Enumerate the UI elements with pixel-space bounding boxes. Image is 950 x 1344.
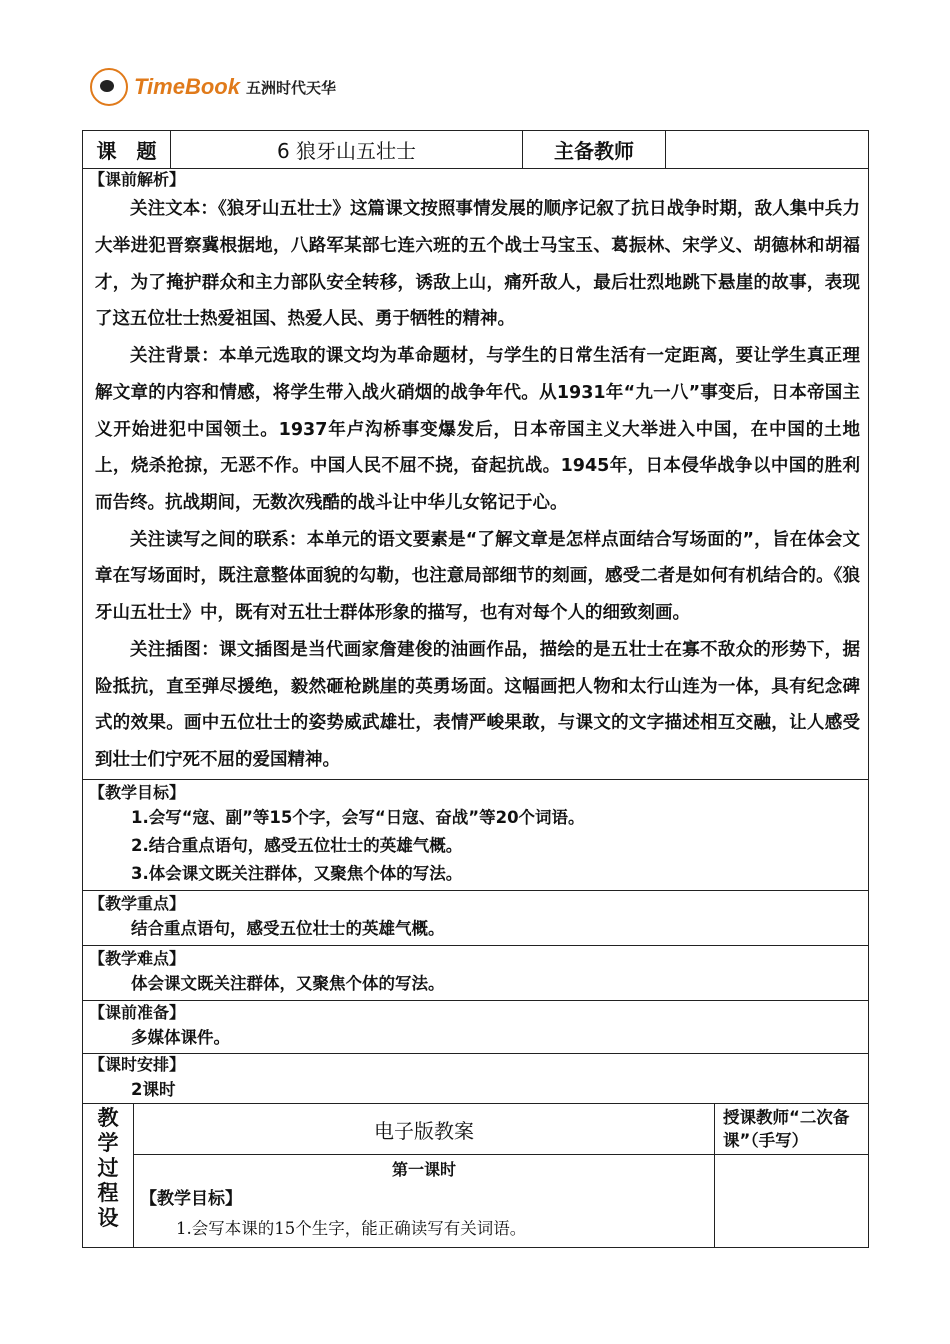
lesson-heading: 第一课时 [391, 1160, 456, 1179]
goal-item: 2.结合重点语句，感受五位壮士的英雄气概。 [131, 836, 463, 855]
difficulty-section [83, 946, 869, 1001]
teacher-label: 主备教师 [523, 131, 666, 169]
prep-section [83, 1001, 869, 1054]
key-text: 结合重点语句，感受五位壮士的英雄气概。 [131, 919, 445, 938]
process-side-label [83, 1104, 134, 1248]
schedule-section [83, 1054, 869, 1105]
second-prep-header: 授课教师“二次备课”（手写） [715, 1104, 869, 1155]
goal-item: 1.会写“寇、副”等15个字，会写“日寇、奋战”等20个词语。 [131, 808, 585, 827]
teacher-value [666, 131, 869, 169]
goals-heading: 【教学目标】 [89, 783, 186, 802]
difficulty-heading: 【教学难点】 [89, 949, 186, 968]
analysis-section [83, 169, 869, 780]
lesson-title: 6 狼牙山五壮士 [171, 131, 523, 169]
lesson-one-cell [134, 1155, 715, 1248]
prep-heading: 【课前准备】 [89, 1003, 186, 1022]
handwriting-cell[interactable] [715, 1155, 869, 1248]
logo-icon [90, 68, 128, 106]
analysis-paragraph: 关注文本：《狼牙山五壮士》这篇课文按照事情发展的顺序记叙了抗日战争时期，敌人集中兵力大举进犯晋察冀根据地，八路军某部七连六班的五个战士马宝玉、葛振林、宋学义、胡德林和胡福才，为了掩护群众和主力部队安全转移，诱敌上山，痛歼敌人，最后壮烈地跳下悬崖的故事，表现了这五位壮士热爱祖国、热爱人民、勇于牺牲的精神。 [95, 199, 860, 330]
analysis-paragraph: 关注读写之间的联系：本单元的语文要素是“了解文章是怎样点面结合写场面的”，旨在体会文章在写场面时，既注意整体面貌的勾勒，也注意局部细节的刻画，感受二者是如何有机结合的。《狼牙山五壮士》中，既有对五壮士群体形象的描写，也有对每个人的细致刻画。 [95, 529, 860, 624]
key-heading: 【教学重点】 [89, 894, 186, 913]
analysis-paragraph: 关注插图：课文插图是当代画家詹建俊的油画作品，描绘的是五壮士在寡不敌众的形势下，据险抵抗，直至弹尽援绝，毅然砸枪跳崖的英勇场面。这幅画把人物和太行山连为一体，具有纪念碑式的效果。画中五位壮士的姿势威武雄壮，表情严峻果敢，与课文的文字描述相互交融，让人感受到壮士们宁死不屈的爱国精神。 [95, 639, 860, 770]
goals-section [83, 780, 869, 891]
analysis-paragraph: 关注背景：本单元选取的课文均为革命题材，与学生的日常生活有一定距离，要让学生真正理解文章的内容和情感，将学生带入战火硝烟的战争年代。从1931年“九一八”事变后，日本帝国主义开始进犯中国领土。1937年卢沟桥事变爆发后，日本帝国主义大举进入中国，在中国的土地上，烧杀抢掠，无恶不作。中国人民不屈不挠，奋起抗战。1945年，日本侵华战争以中国的胜利而告终。抗战期间，无数次残酷的战斗让中华儿女铭记于心。 [95, 346, 860, 513]
difficulty-text: 体会课文既关注群体，又聚焦个体的写法。 [131, 974, 445, 993]
process-table [82, 1103, 869, 1248]
analysis-heading: 【课前解析】 [89, 170, 186, 190]
electronic-plan-header: 电子版教案 [134, 1104, 715, 1155]
key-section [83, 891, 869, 946]
logo-brand: TimeBook [134, 74, 240, 99]
header-row [83, 131, 869, 169]
process-side-text: 教学过程设 [97, 1106, 119, 1230]
process-goal-item: 1.会写本课的15个生字，能正确读写有关词语。 [176, 1219, 527, 1238]
lesson-plan-table [82, 130, 869, 1104]
process-goal-heading: 【教学目标】 [140, 1189, 242, 1209]
logo-cn: 五洲时代天华 [245, 78, 336, 97]
prep-text: 多媒体课件。 [131, 1028, 230, 1047]
schedule-text: 2课时 [131, 1080, 176, 1099]
logo [90, 68, 336, 106]
goal-item: 3.体会课文既关注群体，又聚焦个体的写法。 [131, 864, 463, 883]
topic-label: 课 题 [83, 131, 171, 169]
schedule-heading: 【课时安排】 [89, 1055, 186, 1074]
